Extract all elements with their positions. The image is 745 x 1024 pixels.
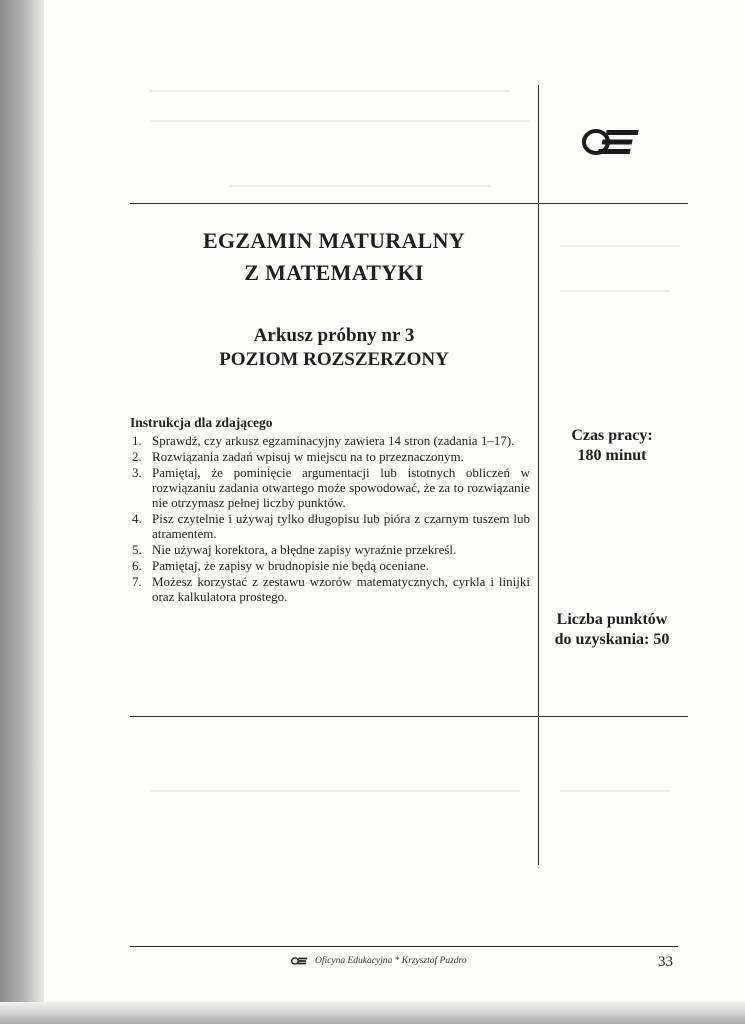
bleed-through-line bbox=[150, 120, 530, 122]
bleed-through-line bbox=[230, 185, 490, 187]
working-time-value: 180 minut bbox=[577, 447, 647, 464]
working-time bbox=[538, 426, 686, 466]
working-time-label: Czas pracy: bbox=[571, 427, 653, 444]
instruction-item: 3. Pamiętaj, że pominięcie argumentacji lub istotnych obliczeń w rozwiązaniu zadania otwartego może spowodować, że za to rozwiązanie nie otrzymasz pełnej liczby punktów. bbox=[132, 465, 530, 510]
page-binding-shadow bbox=[0, 0, 44, 1024]
instruction-item: 5. Nie używaj korektora, a błędne zapisy wyraźnie przekreśl. bbox=[132, 542, 457, 557]
instruction-item: 7. Możesz korzystać z zestawu wzorów matematycznych, cyrkla i linijki oraz kalkulatora prostego. bbox=[132, 574, 530, 604]
max-points-value: do uzyskania: 50 bbox=[554, 631, 670, 648]
exam-sheet-number: Arkusz próbny nr 3 bbox=[253, 325, 415, 346]
instruction-item: 4. Pisz czytelnie i używaj tylko długopisu lub pióra z czarnym tuszem lub atramentem. bbox=[132, 511, 530, 541]
bleed-through-line bbox=[560, 290, 670, 292]
instructions-heading: Instrukcja dla zdającego bbox=[130, 415, 273, 430]
footer-publisher bbox=[290, 956, 467, 966]
body-divider bbox=[130, 716, 688, 717]
exam-level: POZIOM ROZSZERZONY bbox=[219, 349, 449, 370]
bleed-through-line bbox=[150, 790, 520, 792]
bleed-through-line bbox=[150, 90, 510, 92]
instructions-list bbox=[130, 433, 530, 605]
bleed-through-line bbox=[560, 790, 670, 792]
oe-publisher-logo bbox=[578, 124, 650, 160]
publisher-name: Oficyna Edukacyjna * Krzysztof Pazdro bbox=[315, 956, 467, 966]
scan-bottom-edge bbox=[0, 1002, 745, 1024]
header-divider bbox=[130, 203, 688, 204]
footer-divider bbox=[130, 946, 678, 947]
exam-title-line1: EGZAMIN MATURALNY bbox=[203, 228, 465, 253]
instruction-item: 6. Pamiętaj, że zapisy w brudnopisie nie będą oceniane. bbox=[132, 558, 429, 573]
oe-small-logo-icon bbox=[290, 956, 310, 966]
column-divider bbox=[538, 85, 539, 865]
bleed-through-line bbox=[560, 245, 680, 247]
page-number: 33 bbox=[658, 954, 673, 970]
max-points bbox=[538, 610, 686, 650]
instruction-item: 2. Rozwiązania zadań wpisuj w miejscu na to przeznaczonym. bbox=[132, 449, 464, 464]
instruction-item: 1. Sprawdź, czy arkusz egzaminacyjny zawiera 14 stron (zadania 1–17). bbox=[132, 433, 515, 448]
max-points-label: Liczba punktów bbox=[556, 611, 668, 628]
exam-title-line2: Z MATEMATYKI bbox=[244, 260, 424, 285]
